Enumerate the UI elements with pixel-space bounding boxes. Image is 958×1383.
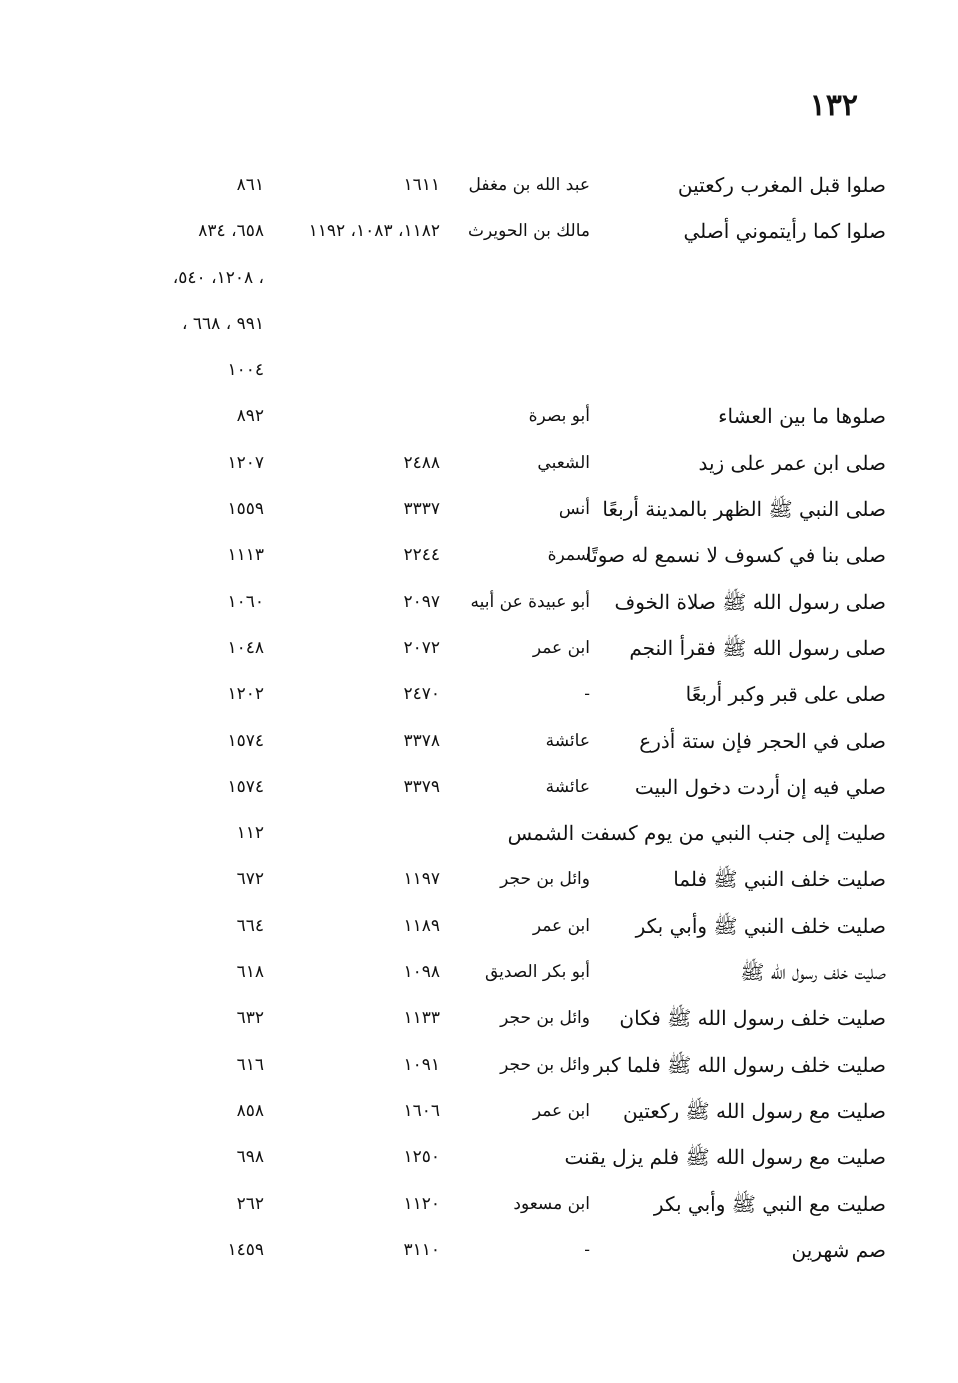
page-references: ٩٩١ ، ٦٦٨ ، [182,313,264,334]
index-row [0,1042,958,1088]
hadith-number: ١١٣٣ [403,1008,440,1029]
page-references: ، ١٢٠٨، ٥٤٠، [172,267,264,288]
hadith-text: صلى ابن عمر على زيد [698,450,886,475]
index-row [0,579,958,625]
index-row [0,764,958,810]
narrator-name: سمرة [547,545,590,566]
index-row [0,856,958,902]
index-row [0,208,958,254]
hadith-number: ١١٢٠ [403,1193,440,1214]
hadith-text: صليت مع رسول الله ﷺ فلم يزل يقنت [564,1145,886,1170]
page-references: ١٠٤٨ [227,637,264,658]
page-references: ٦٦٤ [236,915,264,936]
index-row [0,1134,958,1180]
index-row [0,903,958,949]
page-references: ٦٧٢ [236,869,264,890]
hadith-number: ١٦٠٦ [403,1100,440,1121]
hadith-number: ٢٤٨٨ [403,452,440,473]
hadith-number: ٣٣٧٩ [403,776,440,797]
hadith-text: صلي فيه إن أردت دخول البيت [634,774,886,799]
page-references: ٦٣٢ [236,1008,264,1029]
index-row [0,532,958,578]
hadith-text: صلى في الحجر فإن ستة أذرع [639,728,886,753]
index-row [0,162,958,208]
page-references: ٦٥٨، ٨٣٤ [198,221,264,242]
index-row [0,1181,958,1227]
narrator-name: وائل بن حجر [500,1008,590,1029]
index-row [0,301,958,347]
page-references: ١٥٧٤ [227,730,264,751]
hadith-number: ٢٠٧٢ [403,637,440,658]
narrator-name: مالك بن الحويرث [467,221,590,242]
hadith-text: صليت خلف النبي ﷺ فلما [673,867,886,892]
hadith-text: صليت خلف رسول الله ﷺ فكان [619,1006,886,1031]
index-row [0,440,958,486]
index-row [0,1088,958,1134]
hadith-number: ١٦١١ [403,175,440,195]
hadith-text: صلوها ما بين العشاء [718,404,886,429]
narrator-name: أبو بصرة [528,406,590,427]
narrator-name: أبو عبيدة عن أبيه [470,591,590,612]
narrator-name: وائل بن حجر [500,1054,590,1075]
page-number: ١٣٢ [809,88,858,123]
index-row [0,1227,958,1273]
index-row [0,949,958,995]
index-row [0,255,958,301]
hadith-number: ٣١١٠ [403,1239,440,1260]
hadith-text: صليت خلف النبي ﷺ وأبي بكر [635,913,886,938]
narrator-name: ابن عمر [532,637,590,658]
hadith-number: ٣٣٧٨ [403,730,440,751]
narrator-name: أنس [558,499,590,520]
hadith-number: ٢٤٧٠ [403,684,440,705]
narrator-name: عبد الله بن مغفل [468,175,590,195]
hadith-number: ١٢٥٠ [403,1147,440,1168]
hadith-number: ٣٣٣٧ [403,499,440,520]
hadith-text: صلوا كما رأيتموني أصلي [683,219,886,244]
hadith-number: ٢٠٩٧ [403,591,440,612]
page-references: ١٤٥٩ [227,1239,264,1260]
hadith-number: ١١٨٢، ١٠٨٣، ١١٩٢ [308,221,440,242]
hadith-text: صليت مع النبي ﷺ وأبي بكر [653,1191,886,1216]
page-references: ١١١٣ [227,545,264,566]
index-row [0,810,958,856]
page-references: ١٢٠٧ [227,452,264,473]
narrator-name: ابن مسعود [513,1193,590,1214]
hadith-text: صليت خلف رسول الله ﷺ [740,960,886,985]
page-references: ٨٥٨ [236,1100,264,1121]
hadith-text: صلى بنا في كسوف لا نسمع له صوتًا [586,543,886,568]
hadith-text: صليت خلف رسول الله ﷺ فلما كبر [594,1052,886,1077]
hadith-text: صلى رسول الله ﷺ فقرأ النجم [629,635,886,660]
hadith-text: صلى رسول الله ﷺ صلاة الخوف [614,589,886,614]
hadith-text: صم شهرين [791,1237,886,1262]
page-references: ٦١٨ [236,962,264,983]
narrator-name: ابن عمر [532,915,590,936]
page-references: ١١٢ [236,823,264,844]
narrator-name: ابن عمر [532,1100,590,1121]
index-row [0,347,958,393]
index-row [0,995,958,1041]
page-references: ١٢٠٢ [227,684,264,705]
narrator-name: - [584,684,590,705]
index-row [0,393,958,439]
hadith-number: ٢٢٤٤ [403,545,440,566]
narrator-name: وائل بن حجر [500,869,590,890]
index-row [0,486,958,532]
index-row [0,625,958,671]
index-row [0,671,958,717]
page-references: ١٥٥٩ [227,499,264,520]
page-references: ٨٩٢ [236,406,264,427]
page-references: ٨٦١ [236,175,264,195]
narrator-name: عائشة [545,776,590,797]
narrator-name: الشعبي [537,452,590,473]
page-references: ٦٩٨ [236,1147,264,1168]
page-references: ١٠٦٠ [227,591,264,612]
page-references: ١٠٠٤ [227,360,264,381]
page-references: ٦١٦ [236,1054,264,1075]
index-row [0,718,958,764]
hadith-index-table [0,162,958,1273]
hadith-text: صلوا قبل المغرب ركعتين [677,173,886,197]
hadith-text: صليت إلى جنب النبي من يوم كسفت الشمس [507,821,886,846]
hadith-number: ١٠٩١ [403,1054,440,1075]
hadith-text: صلى النبي ﷺ الظهر بالمدينة أربعًا [602,497,886,522]
page-references: ١٥٧٤ [227,776,264,797]
hadith-number: ١٠٩٨ [403,962,440,983]
hadith-text: صلى على قبر وكبر أربعًا [685,682,886,707]
hadith-number: ١١٩٧ [403,869,440,890]
narrator-name: أبو بكر الصديق [484,962,590,983]
narrator-name: - [584,1239,590,1260]
hadith-text: صليت مع رسول الله ﷺ ركعتين [623,1098,886,1123]
hadith-number: ١١٨٩ [403,915,440,936]
narrator-name: عائشة [545,730,590,751]
page-references: ٢٦٢ [236,1193,264,1214]
